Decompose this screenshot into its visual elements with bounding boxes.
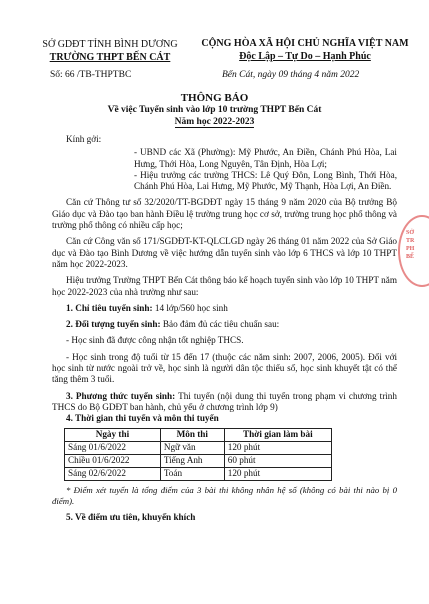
document-year [0,117,429,127]
table-header-cell: Thời gian làm bài [224,428,331,441]
table-cell: 60 phút [224,454,331,467]
motto: Độc Lập – Tự Do – Hạnh Phúc [239,51,371,62]
stamp-text-2: TR [406,238,415,244]
issuer-school: TRƯỜNG THPT BẾN CÁT [49,52,171,63]
section-priority-label: 5. Về điểm ưu tiên, khuyến khích [66,512,196,523]
document-subject: Về việc Tuyển sinh vào lớp 10 trường THPT Bến Cát [107,105,322,115]
scoring-note: * Điểm xét tuyển là tổng điểm của 3 bài thi không nhân hệ số (không có bài thi nào bị 0 điểm). [52,484,397,506]
recipient-2: - Hiệu trưởng các trường THCS: Lê Quý Đôn, Long Bình, Thới Hòa, Chánh Phú Hòa, Lai Hưng, Mỹ Phước, Mỹ Thạnh, Hòa Lợi, An Điền. [134,169,397,192]
stamp-text-3: PH [406,246,415,252]
table-row [65,441,332,454]
section-method [52,391,397,414]
table-cell: Toán [160,467,224,480]
issuer-block [30,38,190,64]
table-cell: Chiều 01/6/2022 [65,454,161,467]
issuer-department: SỞ GDĐT TỈNH BÌNH DƯƠNG [42,39,178,50]
official-stamp [398,215,429,287]
section-method-label: 3. Phương thức tuyển sinh: [66,390,176,401]
table-row [65,454,332,467]
section-quota-value: 14 lớp/560 học sinh [152,302,228,313]
country-name: CỘNG HÒA XÃ HỘI CHỦ NGHĨA VIỆT NAM [201,38,409,49]
section-eligibility-label: 2. Đối tượng tuyển sinh: [66,319,161,330]
section-eligibility [52,319,397,330]
table-cell: Ngữ văn [160,441,224,454]
table-cell: Sáng 01/6/2022 [65,441,161,454]
document-date: Bến Cát, ngày 09 tháng 4 năm 2022 [222,70,360,80]
section-quota-label: 1. Chỉ tiêu tuyển sinh: [66,302,153,313]
table-cell: Sáng 02/6/2022 [65,467,161,480]
section-schedule-label: 4. Thời gian thi tuyển và môn thi tuyển [66,413,219,424]
recipient-1: - UBND các Xã (Phường): Mỹ Phước, An Điền, Chánh Phú Hòa, Lai Hưng, Thới Hòa, Long Nguyên, Tân Định, Hòa Lợi; [134,147,397,169]
table-header-row [65,428,332,441]
legal-basis-1: Căn cứ Thông tư số 32/2020/TT-BGDĐT ngày 15 tháng 9 năm 2020 của Bộ trưởng Bộ Giáo dục và Đào tạo ban hành Điều lệ trường trung học cơ sở, trường trung học phổ thông và trường phổ thông có nhiều cấp học; [52,197,397,231]
table-cell: 120 phút [224,441,331,454]
table-cell: Tiếng Anh [160,454,224,467]
recipients-label: Kính gởi: [66,134,102,144]
stamp-text-1: SỞ [406,230,415,236]
legal-basis-2: Căn cứ Công văn số 171/SGDĐT-KT-QLCLGD ngày 26 tháng 01 năm 2022 của Sở Giáo dục và Đào tạo Bình Dương về việc hướng dẫn tuyển sinh vào lớp 6 THCS và lớp 10 THPT năm học 2022-2023. [52,236,397,269]
document-title: THÔNG BÁO [180,92,249,104]
intro-paragraph: Hiệu trưởng Trường THPT Bến Cát thông báo kế hoạch tuyển sinh vào lớp 10 THPT năm học 2022-2023 của nhà trường như sau: [52,275,397,297]
document-number: Số: 66 /TB-THPTBC [50,70,132,80]
eligibility-item-2: - Học sinh trong độ tuổi từ 15 đến 17 (thuộc các năm sinh: 2007, 2006, 2005). Đối với học sinh từ nước ngoài trở về, học sinh là người dân tộc thiểu số, học sinh khuyết tật có thể tăng thêm 3 tuổi. [52,351,397,385]
exam-schedule-table [64,428,332,481]
table-header-cell: Môn thi [160,428,224,441]
eligibility-item-1: - Học sinh đã được công nhận tốt nghiệp THCS. [66,335,244,346]
document-body [52,134,397,523]
section-eligibility-value: Bảo đảm đủ các tiêu chuẩn sau: [160,319,280,330]
section-quota [52,303,397,314]
stamp-text-4: BẾ [406,254,415,260]
section-method-value: Thi tuyển (nội dung thi tuyển trong phạm vi chương trình THCS do Bộ GDĐT ban hành, chủ yếu ở chương trình lớp 9) [52,390,397,412]
document-year-text: Năm học 2022-2023 [174,117,255,127]
national-motto-block [195,37,415,63]
table-header-cell: Ngày thi [65,428,161,441]
table-row [65,467,332,480]
table-cell: 120 phút [224,467,331,480]
